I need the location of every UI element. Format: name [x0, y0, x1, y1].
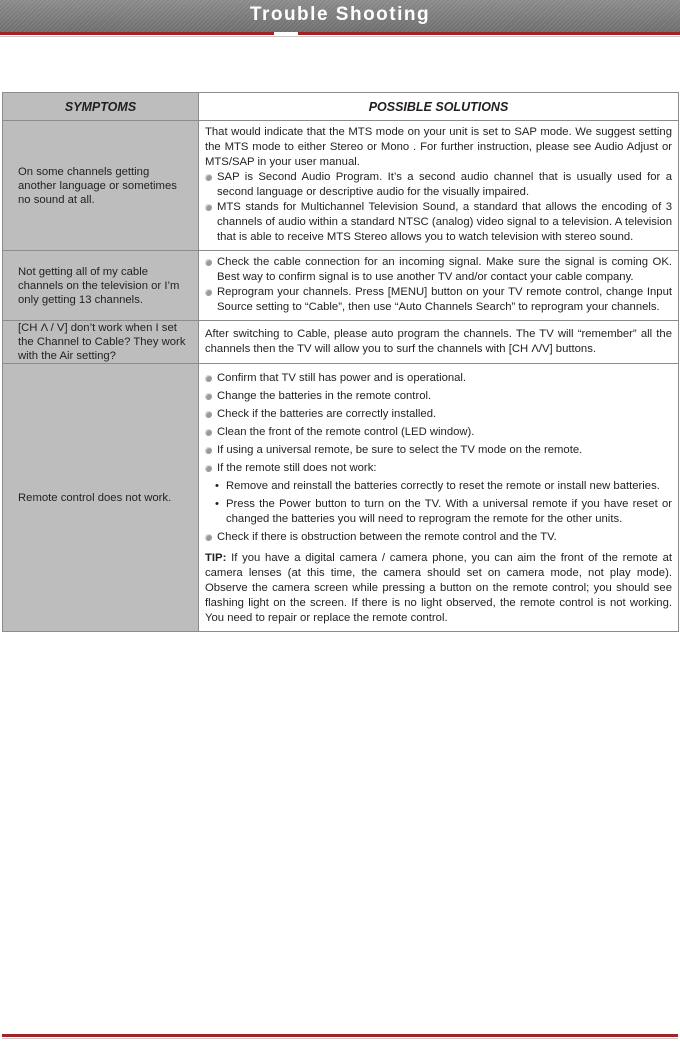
footer-rule [2, 1034, 678, 1037]
table-row [3, 321, 679, 364]
table-row [3, 251, 679, 321]
table-header-row [3, 93, 679, 121]
bullet-dot-icon [205, 289, 212, 296]
symptom-cell: On some channels getting another language or sometimes no sound at all. [3, 121, 199, 251]
table-row [3, 121, 679, 251]
bullet-dot-icon [205, 447, 212, 454]
symptom-cell: Remote control does not work. [3, 364, 199, 632]
bullet-dot-icon [205, 534, 212, 541]
header-rule-left [0, 32, 274, 35]
solution-bullet: Check the cable connection for an incoming signal. Make sure the signal is coming OK. Best way to confirm signal is to use another TV and/or contact your cable company. [205, 255, 672, 285]
solution-bullet: Change the batteries in the remote control. [205, 389, 672, 404]
symptoms-header: SYMPTOMS [3, 93, 199, 121]
bullet-dot-icon [205, 259, 212, 266]
solution-bullet: Confirm that TV still has power and is operational. [205, 371, 672, 386]
header-rule-right [298, 32, 680, 35]
bullet-dot-icon [205, 465, 212, 472]
solution-bullet: Check if there is obstruction between the remote control and the TV. [205, 530, 672, 545]
bullet-dot-icon [205, 393, 212, 400]
symptom-cell: Not getting all of my cable channels on the television or I’m only getting 13 channels. [3, 251, 199, 321]
solution-intro: After switching to Cable, please auto program the channels. The TV will “remember” all the channels then the TV will allow you to surf the channels with [CH Λ/V] buttons. [205, 327, 672, 355]
solution-cell [199, 121, 679, 251]
solutions-header: POSSIBLE SOLUTIONS [199, 93, 679, 121]
sub-bullet-icon: • [215, 480, 219, 492]
solution-sub-bullet: • Press the Power button to turn on the TV. With a universal remote if you have reset or changed the batteries you will need to reprogram the remote for the other units. [215, 498, 672, 525]
solution-cell [199, 364, 679, 632]
header-fine-rule [0, 36, 680, 37]
solution-bullet: SAP is Second Audio Program. It’s a second audio channel that is usually used for a second language or descriptive audio for the visually impaired. [205, 170, 672, 200]
solution-bullet: If the remote still does not work: [205, 461, 672, 476]
header-rule-gap [274, 32, 298, 35]
tip-paragraph [205, 551, 672, 626]
bullet-dot-icon [205, 174, 212, 181]
solution-cell [199, 251, 679, 321]
page-title: Trouble Shooting [249, 4, 431, 25]
tip-text: If you have a digital camera / camera phone, you can aim the front of the remote at camera lenses (at this time, the camera should set on camera mode, not play mode). Observe the camera screen while pressing a button on the remote control; you should see flashing light on the screen. If there is no light observed, the remote control is not working. You need to repair or replace the remote control. [205, 552, 672, 624]
solution-bullet: Check if the batteries are correctly installed. [205, 407, 672, 422]
solution-cell [199, 321, 679, 364]
symptom-cell: [CH Λ / V] don’t work when I set the Channel to Cable? They work with the Air setting? [3, 321, 199, 364]
solution-bullet: If using a universal remote, be sure to select the TV mode on the remote. [205, 443, 672, 458]
bullet-dot-icon [205, 204, 212, 211]
solution-sub-bullet: • Remove and reinstall the batteries correctly to reset the remote or install new batteries. [215, 480, 660, 492]
solution-bullet: Clean the front of the remote control (LED window). [205, 425, 672, 440]
solution-intro: That would indicate that the MTS mode on your unit is set to SAP mode. We suggest setting the MTS mode to either Stereo or Mono . For further instruction, please see Audio Adjust or MTS/SAP in your user manual. [205, 126, 672, 168]
sub-bullet-icon: • [215, 498, 219, 510]
troubleshooting-table [2, 92, 679, 632]
bullet-dot-icon [205, 411, 212, 418]
bullet-dot-icon [205, 375, 212, 382]
tip-label: TIP: [205, 552, 227, 564]
footer-fine-rule [2, 1038, 678, 1039]
table-row [3, 364, 679, 632]
solution-bullet: MTS stands for Multichannel Television Sound, a standard that allows the encoding of 3 channels of audio within a standard NTSC (analog) video signal to a television. A television that is able to receive MTS Stereo allows you to watch television with stereo sound. [205, 200, 672, 245]
solution-bullet: Reprogram your channels. Press [MENU] button on your TV remote control, change Input Source setting to “Cable”, then use “Auto Channels Search” to reprogram your channels. [205, 285, 672, 315]
bullet-dot-icon [205, 429, 212, 436]
header-banner [0, 0, 680, 32]
